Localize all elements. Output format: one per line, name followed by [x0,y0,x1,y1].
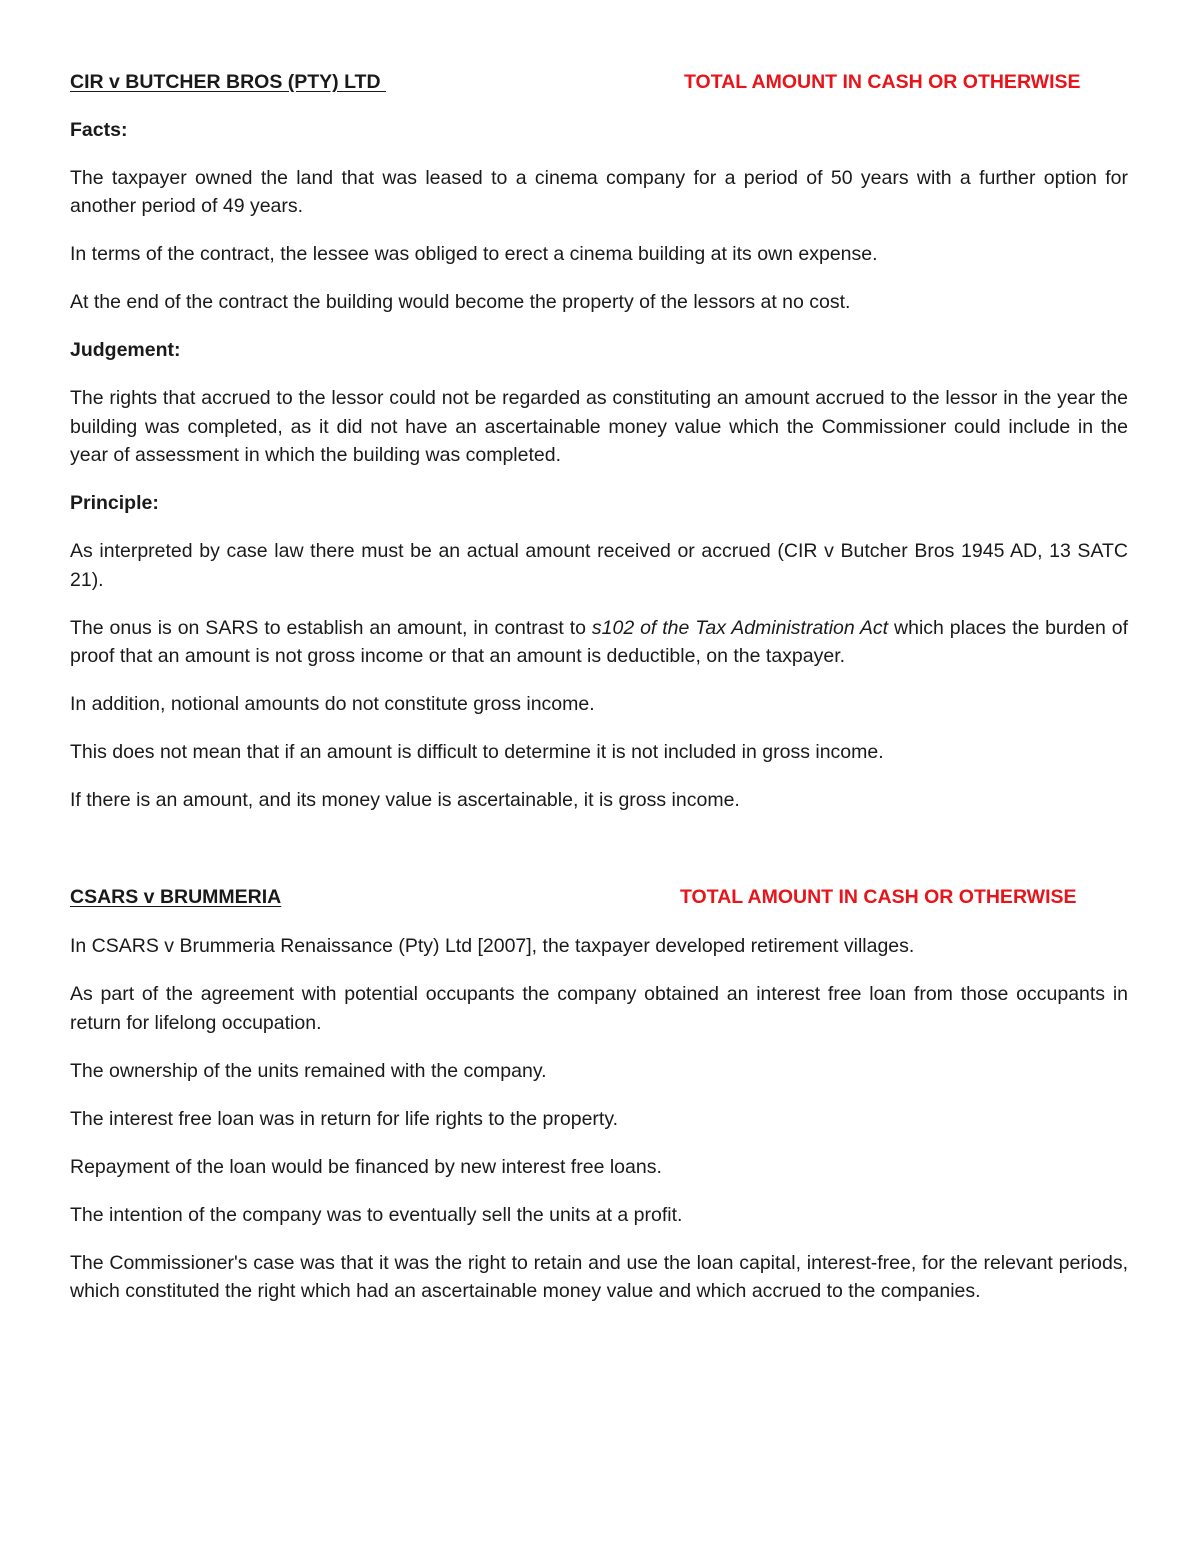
principle-paragraph: If there is an amount, and its money value is ascertainable, it is gross income. [70,789,740,811]
case-paragraph: The interest free loan was in return for life rights to the property. [70,1107,619,1130]
section-heading-row [70,68,1128,96]
section-butcher-bros [70,68,1128,815]
case-title: CSARS v BRUMMERIA [70,886,282,908]
facts-paragraph: The taxpayer owned the land that was leased to a cinema company for a period of 50 years with a further option for another period of 49 years. [70,166,1128,217]
principle-text: which places the burden of proof that an amount is not gross income or that an amount is deductible, on the taxpayer. [70,616,1128,667]
judgement-label: Judgement: [70,339,181,361]
facts-label: Facts: [70,119,128,141]
case-paragraph: As part of the agreement with potential occupants the company obtained an interest free loan from those occupants in return for lifelong occupation. [70,983,1128,1034]
case-paragraph: The intention of the company was to eventually sell the units at a profit. [70,1203,683,1226]
act-reference: s102 of the Tax Administration Act [591,616,889,639]
judgement-paragraph: The rights that accrued to the lessor could not be regarded as constituting an amount accrued to the lessor in the year the building was completed, as it did not have an ascertainable money value which the Commissioner could include in the year of assessment in which the building was completed. [70,387,1128,466]
principle-text: The onus is on SARS to establish an amount, in contrast to [70,616,592,639]
facts-paragraph: At the end of the contract the building would become the property of the lessors at no cost. [70,291,851,313]
case-paragraph: The Commissioner's case was that it was the right to retain and use the loan capital, interest-free, for the relevant periods, which constituted the right which had an ascertainable money value and which accrued to the companies. [70,1251,1128,1302]
case-paragraph: The ownership of the units remained with the company. [70,1059,547,1082]
case-paragraph: Repayment of the loan would be financed by new interest free loans. [70,1155,662,1178]
case-paragraph: In CSARS v Brummeria Renaissance (Pty) Ltd [2007], the taxpayer developed retirement villages. [70,935,915,957]
facts-paragraph: In terms of the contract, the lessee was obliged to erect a cinema building at its own expense. [70,243,878,265]
section-heading-row [70,883,1128,911]
principle-label: Principle: [70,492,159,514]
principle-paragraph [70,614,1128,671]
principle-paragraph: As interpreted by case law there must be an actual amount received or accrued (CIR v Butcher Bros 1945 AD, 13 SATC 21). [70,540,1128,591]
case-tag: TOTAL AMOUNT IN CASH OR OTHERWISE [680,886,1077,908]
case-tag: TOTAL AMOUNT IN CASH OR OTHERWISE [684,71,1081,93]
principle-paragraph: This does not mean that if an amount is difficult to determine it is not included in gross income. [70,741,884,763]
section-brummeria [70,883,1128,1306]
case-title: CIR v BUTCHER BROS (PTY) LTD [70,71,386,93]
principle-paragraph: In addition, notional amounts do not constitute gross income. [70,693,595,715]
